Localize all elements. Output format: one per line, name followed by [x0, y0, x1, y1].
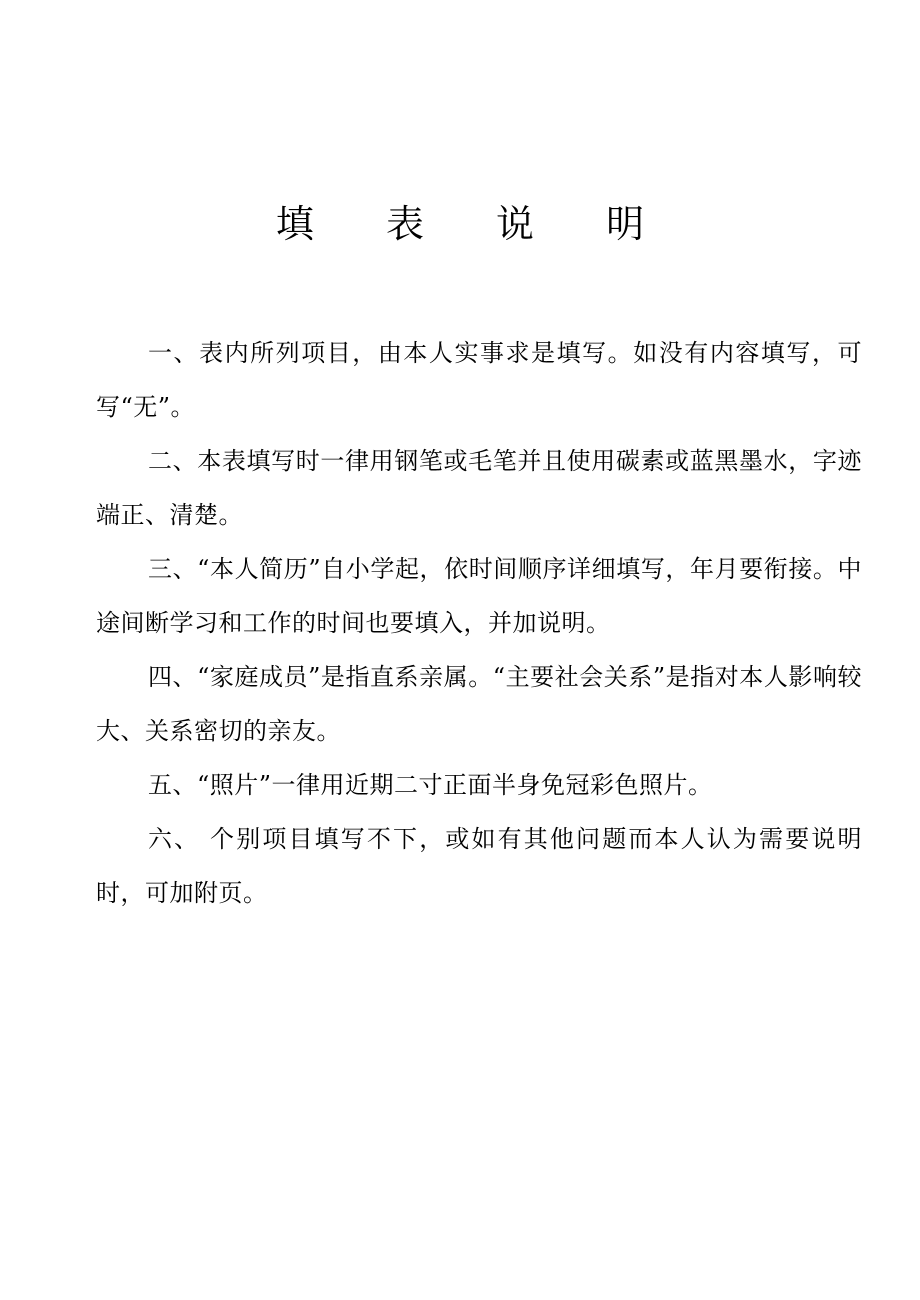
instruction-item-3: 三、“本人简历”自小学起，依时间顺序详细填写，年月要衔接。中途间断学习和工作的时间也要填入，并加说明。 [96, 555, 862, 637]
instruction-item-6: 六、 个别项目填写不下，或如有其他问题而本人认为需要说明时，可加附页。 [96, 825, 862, 907]
instruction-item-4: 四、“家庭成员”是指直系亲属。“主要社会关系”是指对本人影响较大、关系密切的亲友。 [96, 663, 862, 745]
instruction-item-5: 五、“照片”一律用近期二寸正面半身免冠彩色照片。 [148, 771, 713, 799]
instruction-item-2: 二、本表填写时一律用钢笔或毛笔并且使用碳素或蓝黑墨水，字迹端正、清楚。 [96, 447, 862, 529]
instruction-item-1: 一、表内所列项目，由本人实事求是填写。如没有内容填写，可写“无”。 [96, 339, 862, 421]
instructions-list [96, 326, 862, 920]
page-title: 填 表 说 明 [275, 202, 675, 246]
